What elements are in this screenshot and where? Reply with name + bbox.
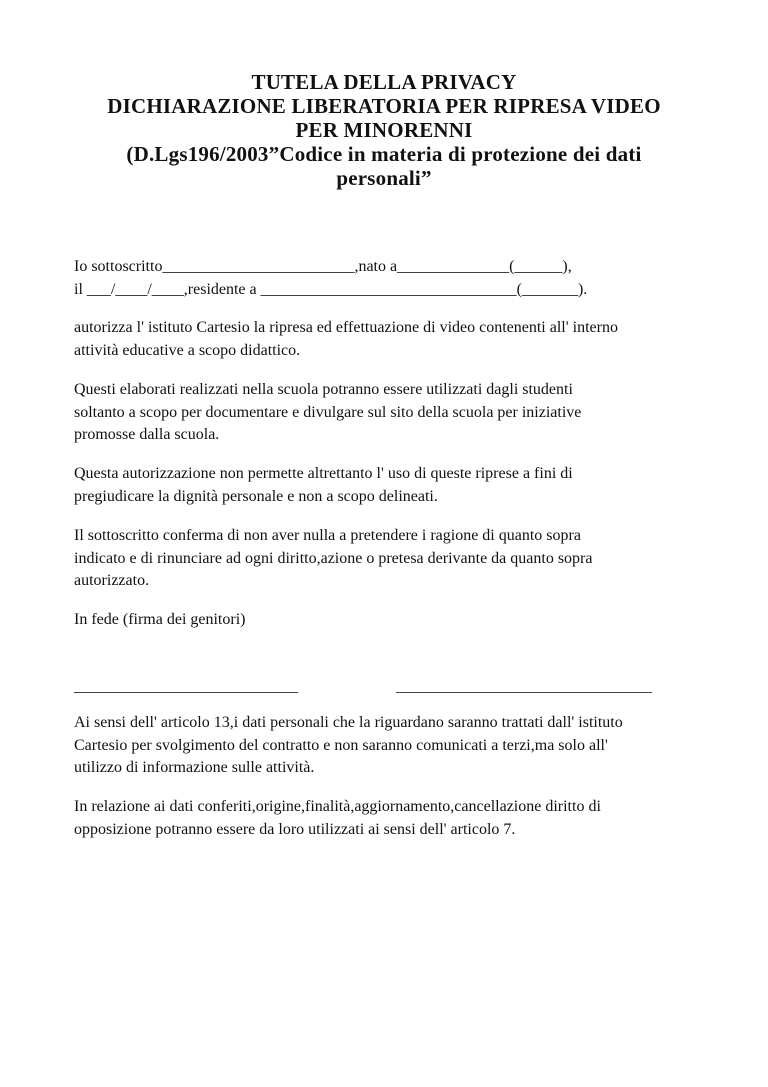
paragraph-line: Il sottoscritto conferma di non aver nulla a pretendere i ragione di quanto sopra xyxy=(74,527,581,544)
title-line: personali” xyxy=(336,166,432,190)
paragraph-line: Ai sensi dell' articolo 13,i dati personali che la riguardano saranno trattati dall' istituto xyxy=(74,714,623,731)
title-line: (D.Lgs196/2003”Codice in materia di protezione dei dati xyxy=(126,142,642,166)
signature-label-text: In fede (firma dei genitori) xyxy=(74,611,246,628)
paragraph-line: In relazione ai dati conferiti,origine,finalità,aggiornamento,cancellazione diritto di xyxy=(74,798,601,815)
usage-paragraph xyxy=(74,379,714,447)
limitation-paragraph xyxy=(74,463,714,508)
paragraph-line: Questi elaborati realizzati nella scuola potranno essere utilizzati dagli studenti xyxy=(74,381,573,398)
paragraph-line: pregiudicare la dignità personale e non a scopo delineati. xyxy=(74,487,438,505)
title-line: DICHIARAZIONE LIBERATORIA PER RIPRESA VIDEO xyxy=(107,94,661,118)
paragraph-line: utilizzo di informazione sulle attività. xyxy=(74,759,315,776)
personal-data-fields xyxy=(74,256,714,301)
name-birthplace-line: Io sottoscritto________________________,nato a______________(______), xyxy=(74,258,572,275)
paragraph-line: promosse dalla scuola. xyxy=(74,426,220,443)
paragraph-line: autorizzato. xyxy=(74,572,150,589)
paragraph-line: Cartesio per svolgimento del contratto e non saranno comunicati a terzi,ma solo all' xyxy=(74,736,608,754)
title-line: PER MINORENNI xyxy=(295,118,473,142)
birthdate-residence-line: il ___/____/____,residente a ________________________________(_______). xyxy=(74,280,588,298)
paragraph-line: Questa autorizzazione non permette altrettanto l' uso di queste riprese a fini di xyxy=(74,465,573,482)
signature-line-right: ________________________________ xyxy=(396,678,652,695)
signature-area xyxy=(74,676,694,698)
paragraph-line: opposizione potranno essere da loro utilizzati ai sensi dell' articolo 7. xyxy=(74,820,516,838)
authorization-paragraph xyxy=(74,317,714,362)
rights-paragraph xyxy=(74,796,714,841)
waiver-paragraph xyxy=(74,525,714,593)
signature-label xyxy=(74,609,714,632)
title-line: TUTELA DELLA PRIVACY xyxy=(251,70,517,94)
document-title xyxy=(60,70,708,190)
paragraph-line: autorizza l' istituto Cartesio la ripresa ed effettuazione di video contenenti all' interno xyxy=(74,319,618,336)
paragraph-line: soltanto a scopo per documentare e divulgare sul sito della scuola per iniziative xyxy=(74,403,582,421)
signature-line-left: ____________________________ xyxy=(74,678,298,695)
paragraph-line: indicato e di rinunciare ad ogni diritto,azione o pretesa derivante da quanto sopra xyxy=(74,549,593,567)
privacy-notice-paragraph xyxy=(74,712,714,780)
paragraph-line: attività educative a scopo didattico. xyxy=(74,341,301,359)
